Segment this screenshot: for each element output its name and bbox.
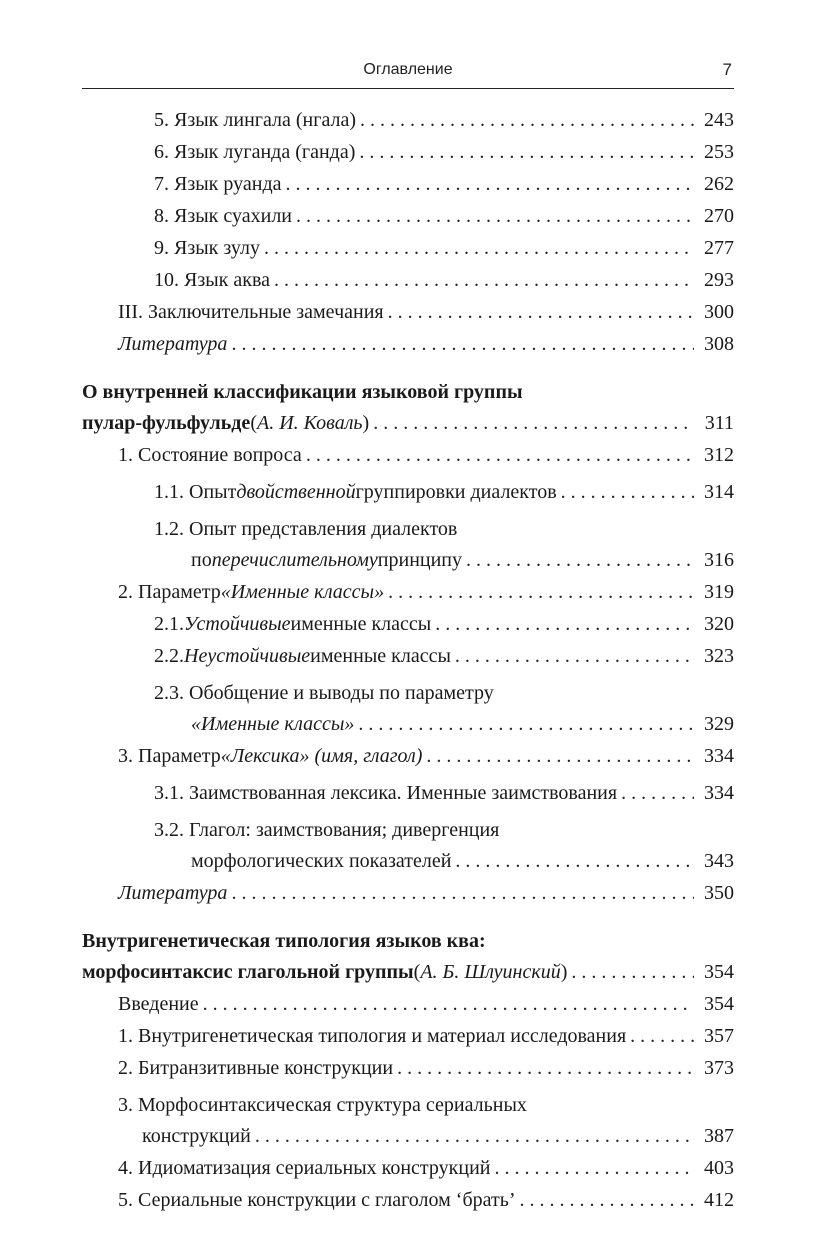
toc-entry-text: 9. Язык зулу [154,237,260,259]
toc-page-number: 412 [704,1189,734,1211]
toc-entry-final-remarks[interactable] [82,297,734,328]
toc-entry-k4[interactable] [82,1153,734,1184]
toc-entry-text: 10. Язык аква [154,269,271,291]
toc-entry-state-of-question[interactable] [82,440,734,471]
toc-entry-2-2[interactable]: 2.2. Неустойчивые именные классы . . . 323 [82,641,734,672]
toc-page-number: 334 [704,745,734,767]
dot-leader [306,440,694,471]
dot-leader [561,477,694,508]
toc-page-number: 300 [704,301,734,323]
toc-entry-lingala[interactable] [82,105,734,136]
dot-leader [571,957,694,988]
dot-leader [296,201,694,232]
article-author: А. И. Коваль [256,412,363,434]
toc-page-number: 262 [704,173,734,195]
toc-entry-2-3[interactable]: 2.3. Обобщение и выводы по параметру «Именные классы» . . . 329 [82,678,734,740]
toc-entry-text: Литература [118,333,228,355]
toc-page-number: 329 [704,713,734,735]
toc-page-number: 243 [704,109,734,131]
toc-entry-swahili[interactable] [82,201,734,232]
toc-entry-text: 7. Язык руанда [154,173,282,195]
toc-entry-zulu[interactable] [82,233,734,264]
toc-page-number: 354 [704,961,734,983]
toc-entry-text: 2. Битранзитивные конструкции [118,1057,394,1079]
dot-leader [466,545,694,576]
toc-page-number: 293 [704,269,734,291]
toc-entry-akwa[interactable] [82,265,734,296]
running-head [82,60,734,89]
dot-leader [203,989,694,1020]
toc-entry-text: Литература [118,882,228,904]
dot-leader [359,137,694,168]
toc-entry-luganda[interactable] [82,137,734,168]
toc-page-number: 277 [704,237,734,259]
toc-entry-text: 3.1. Заимствованная лексика. Именные заимствования [154,782,618,804]
toc-page-number: 270 [704,205,734,227]
article-title-line2: морфосинтаксис глагольной группы [82,961,414,983]
toc-entry-1-1[interactable]: 1.1. Опыт двойственной группировки диалектов . . . 314 [82,477,734,508]
toc-entry-param-noun-classes[interactable]: 2. Параметр «Именные классы» . . . 319 [82,577,734,608]
dot-leader [630,1021,694,1052]
toc-page-number: 323 [704,645,734,667]
dot-leader [388,297,694,328]
toc-page-number: 403 [704,1157,734,1179]
article-title-line2: пулар-фульфульде [82,412,251,434]
toc-page-number: 319 [704,581,734,603]
toc-page-number: 314 [704,481,734,503]
dot-leader [455,846,694,877]
toc-entry-introduction[interactable] [82,989,734,1020]
toc-entry-k2[interactable] [82,1053,734,1084]
toc-entry-text: III. Заключительные замечания [118,301,384,323]
toc-entry-k5[interactable] [82,1185,734,1216]
toc-entry-literature[interactable] [82,878,734,909]
toc-entry-text: 1. Внутригенетическая типология и материал исследования [118,1025,627,1047]
dot-leader [435,609,694,640]
toc-page-number: 354 [704,993,734,1015]
dot-leader [255,1121,694,1152]
toc-page-number: 373 [704,1057,734,1079]
table-of-contents [82,105,734,1217]
dot-leader [397,1053,694,1084]
toc-entry-text: 1. Состояние вопроса [118,444,302,466]
page-number: 7 [722,60,732,79]
toc-article-kwa[interactable]: Внутригенетическая типология языков ква: морфосинтаксис глагольной группы ( А. Б. Шлуинский ) . . . 354 [82,926,734,988]
toc-page-number: 343 [704,850,734,872]
article-title-line1: Внутригенетическая типология языков ква: [82,930,486,952]
toc-entry-3-1[interactable] [82,778,734,809]
toc-entry-text: 8. Язык суахили [154,205,293,227]
dot-leader [360,105,694,136]
dot-leader [231,329,694,360]
toc-page-number: 357 [704,1025,734,1047]
toc-entry-2-1[interactable]: 2.1. Устойчивые именные классы . . . 320 [82,609,734,640]
toc-entry-text: 4. Идиоматизация сериальных конструкций [118,1157,491,1179]
toc-page-number: 334 [704,782,734,804]
toc-page-number: 311 [704,412,734,434]
toc-page-number: 308 [704,333,734,355]
toc-entry-text: 5. Сериальные конструкции с глаголом ‘брать’ [118,1189,516,1211]
dot-leader [358,709,694,740]
toc-page-number: 253 [704,141,734,163]
article-title-line1: О внутренней классификации языковой группы [82,381,523,403]
running-head-title: Оглавление [363,61,453,78]
toc-entry-text: Введение [118,993,199,1015]
toc-entry-literature[interactable] [82,329,734,360]
toc-page-number: 387 [704,1125,734,1147]
dot-leader [286,169,695,200]
toc-page-number: 312 [704,444,734,466]
toc-entry-text: 5. Язык лингала (нгала) [154,109,357,131]
toc-page-number: 316 [704,549,734,571]
dot-leader [373,408,694,439]
toc-entry-k3[interactable]: 3. Морфосинтаксическая структура сериальных конструкций . . . 387 [82,1090,734,1152]
toc-entry-3-2[interactable]: 3.2. Глагол: заимствования; дивергенция морфологических показателей . . . 343 [82,815,734,877]
toc-page-number: 320 [704,613,734,635]
dot-leader [494,1153,694,1184]
toc-article-fulfulde[interactable]: О внутренней классификации языковой группы пулар-фульфульде ( А. И. Коваль ) . . . 311 [82,377,734,439]
article-author: А. Б. Шлуинский [420,961,561,983]
dot-leader [520,1185,695,1216]
toc-entry-1-2[interactable]: 1.2. Опыт представления диалектов по перечислительному принципу . . . 316 [82,514,734,576]
toc-entry-text: 6. Язык луганда (ганда) [154,141,356,163]
toc-page-number: 350 [704,882,734,904]
dot-leader [388,577,694,608]
dot-leader [426,741,694,772]
toc-entry-param-lexicon[interactable]: 3. Параметр «Лексика» (имя, глагол) . . . 334 [82,741,734,772]
toc-entry-ruanda[interactable] [82,169,734,200]
dot-leader [231,878,694,909]
dot-leader [264,233,694,264]
dot-leader [621,778,694,809]
dot-leader [455,641,694,672]
dot-leader [274,265,694,296]
toc-entry-k1[interactable] [82,1021,734,1052]
